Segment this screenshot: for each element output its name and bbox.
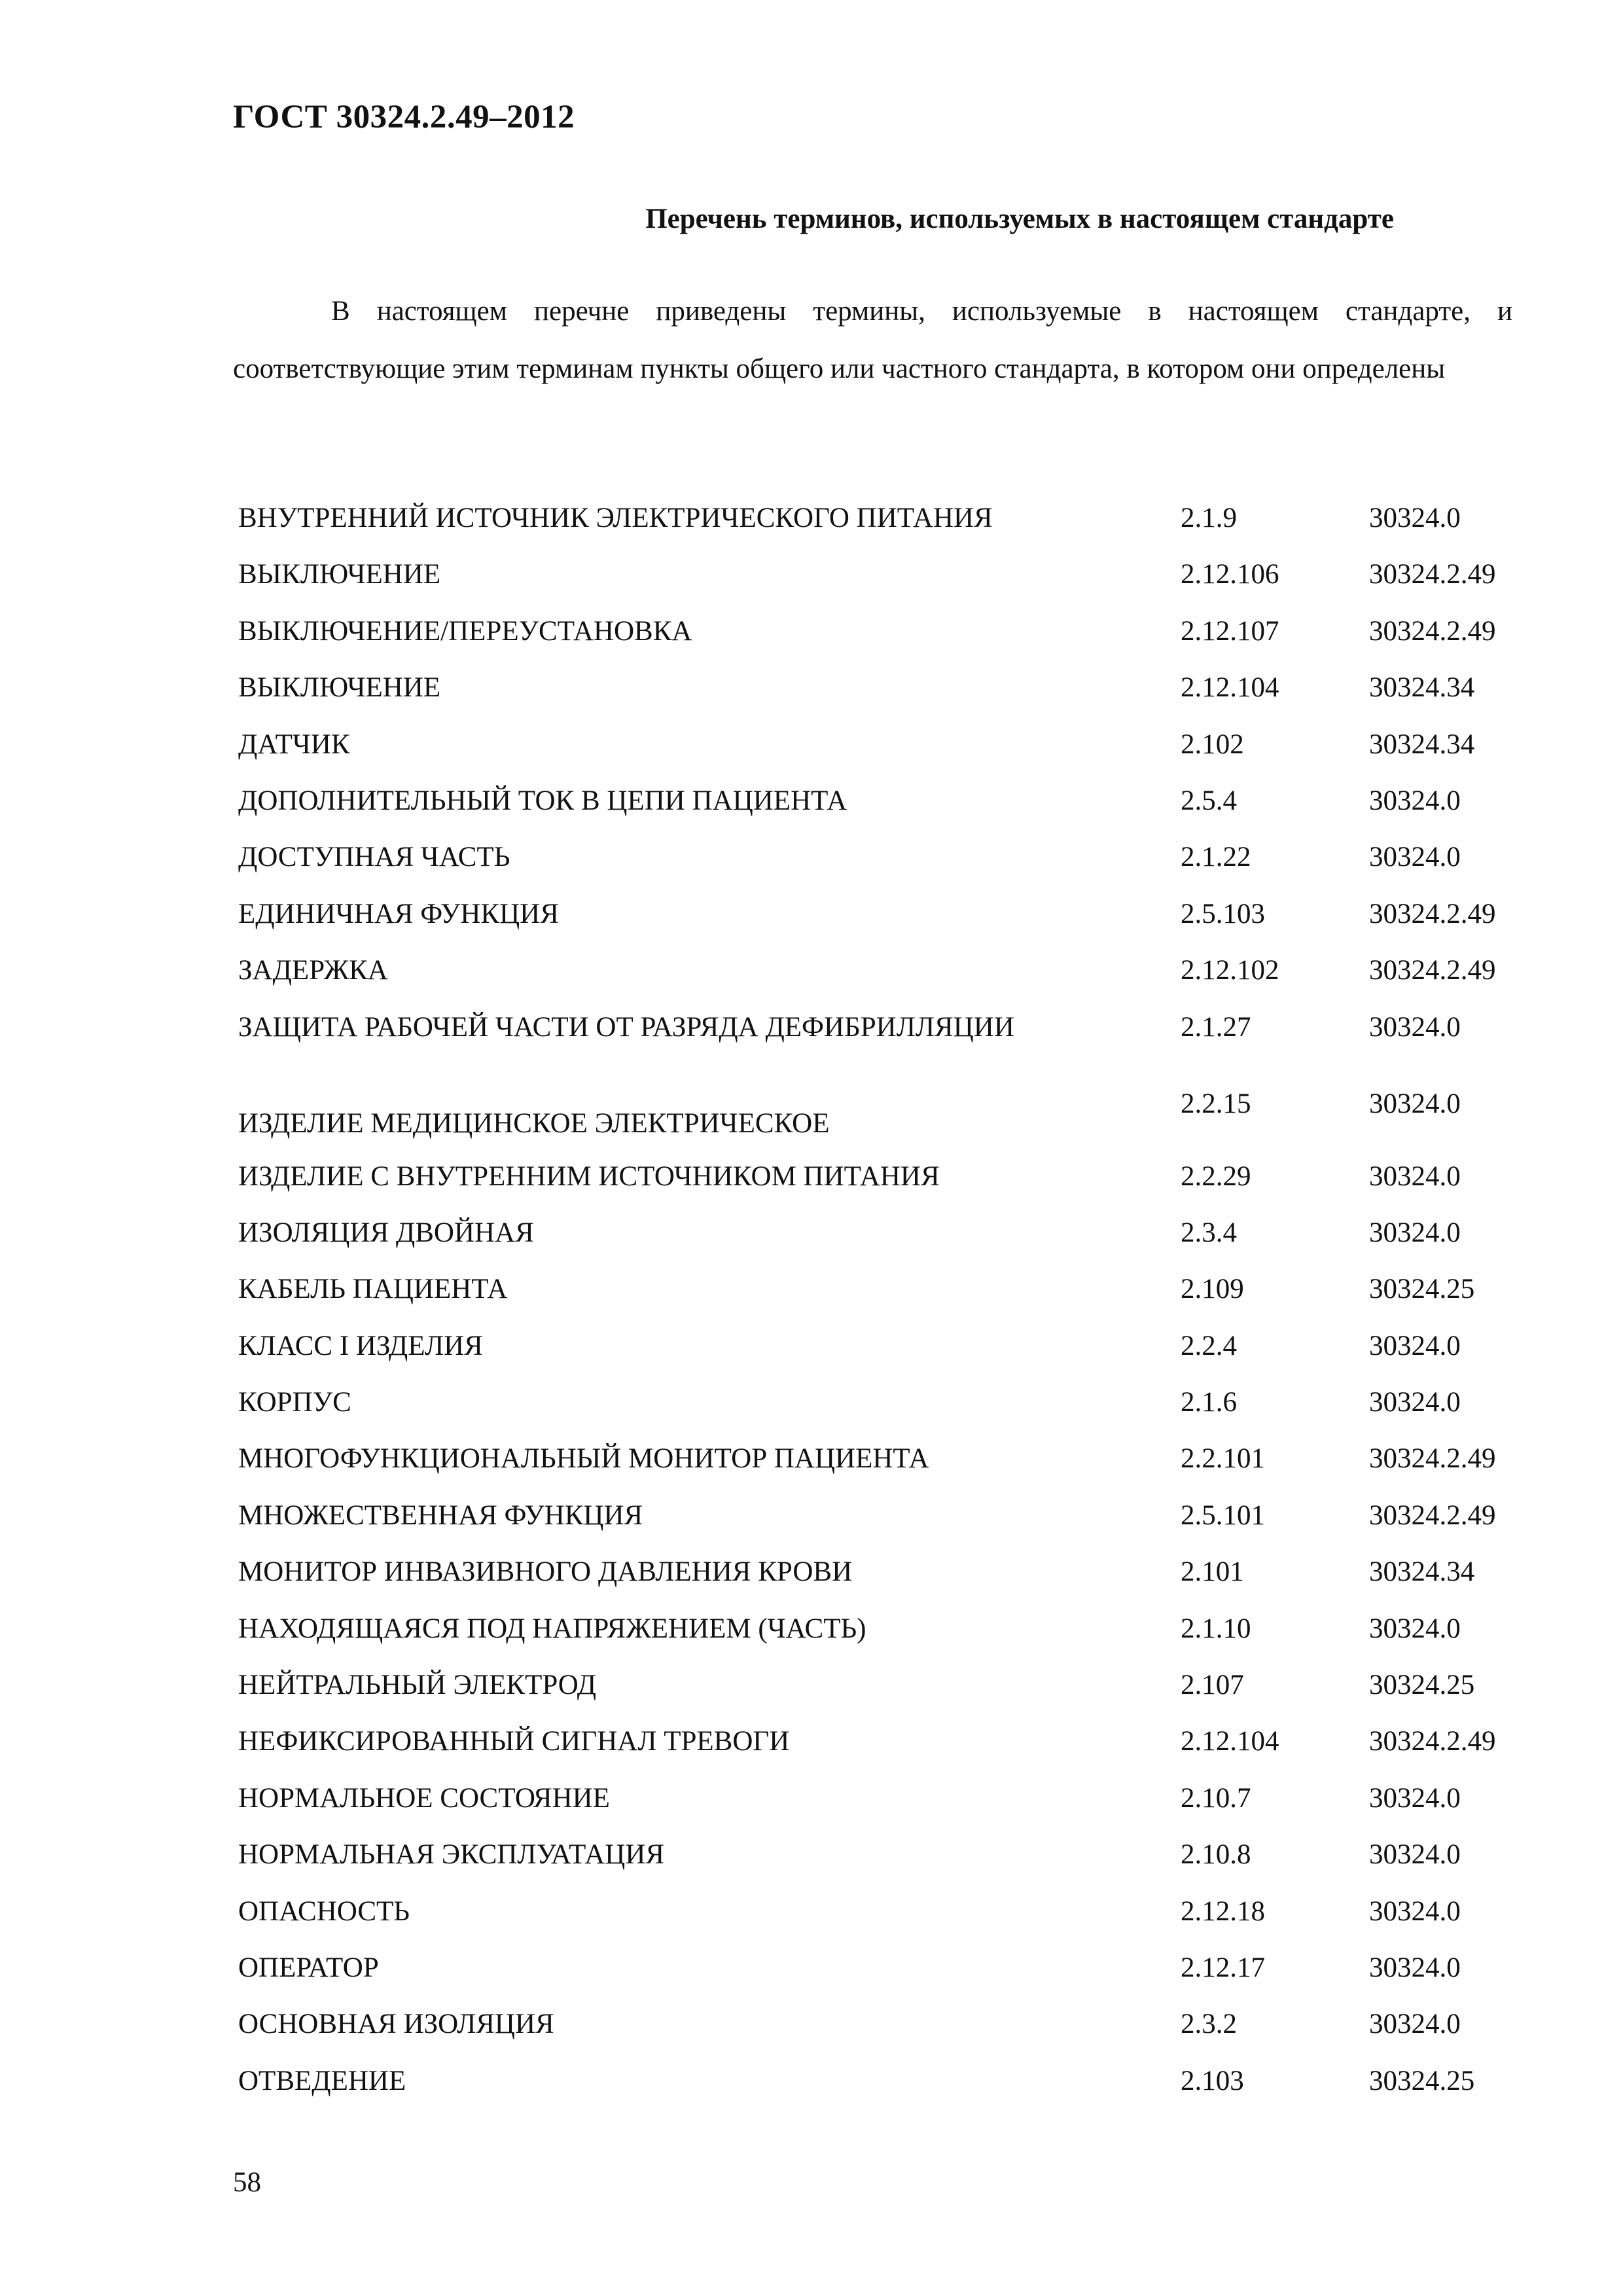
term-clause: 2.10.8 xyxy=(1181,1839,1251,1871)
term-name: МНОГОФУНКЦИОНАЛЬНЫЙ МОНИТОР ПАЦИЕНТА xyxy=(238,1443,929,1475)
intro-paragraph: В настоящем перечне приведены термины, используемые в настоящем стандарте, и соответствующие этим терминам пункты общего или частного стандарта, в котором они определены xyxy=(233,296,1512,384)
term-clause: 2.2.101 xyxy=(1181,1443,1265,1475)
term-standard: 30324.0 xyxy=(1369,2009,1461,2040)
term-standard: 30324.25 xyxy=(1369,2065,1475,2096)
term-row xyxy=(238,1074,1521,1147)
term-standard: 30324.0 xyxy=(1369,1217,1461,1248)
term-standard: 30324.0 xyxy=(1369,1613,1461,1644)
term-standard: 30324.2.49 xyxy=(1369,898,1496,929)
term-row xyxy=(238,1486,1521,1542)
term-name: ИЗДЕЛИЕ С ВНУТРЕННИМ ИСТОЧНИКОМ ПИТАНИЯ xyxy=(238,1160,940,1192)
term-row xyxy=(238,1372,1521,1429)
term-clause: 2.2.29 xyxy=(1181,1160,1251,1192)
term-standard: 30324.0 xyxy=(1369,1839,1461,1871)
term-name: ОТВЕДЕНИЕ xyxy=(238,2065,406,2096)
term-name: НЕФИКСИРОВАННЫЙ СИГНАЛ ТРЕВОГИ xyxy=(238,1726,790,1757)
term-clause: 2.12.107 xyxy=(1181,615,1279,647)
term-row xyxy=(238,488,1521,545)
term-clause: 2.2.15 xyxy=(1181,1088,1251,1119)
term-standard: 30324.0 xyxy=(1369,1952,1461,1983)
term-clause: 2.3.4 xyxy=(1181,1217,1237,1248)
term-standard: 30324.34 xyxy=(1369,672,1475,704)
term-clause: 2.12.18 xyxy=(1181,1895,1265,1927)
terms-table xyxy=(238,488,1521,2108)
term-clause: 2.2.4 xyxy=(1181,1330,1237,1361)
term-row xyxy=(238,941,1521,997)
term-row xyxy=(238,1259,1521,1316)
term-clause: 2.12.17 xyxy=(1181,1952,1265,1983)
term-standard: 30324.0 xyxy=(1369,1895,1461,1927)
page-number: 58 xyxy=(233,2167,261,2198)
term-clause: 2.12.104 xyxy=(1181,672,1279,704)
term-row xyxy=(238,1599,1521,1655)
standard-title: ГОСТ 30324.2.49–2012 xyxy=(233,99,575,135)
term-standard: 30324.0 xyxy=(1369,1088,1461,1119)
term-name: КОРПУС xyxy=(238,1387,351,1418)
term-standard: 30324.25 xyxy=(1369,1274,1475,1305)
term-row xyxy=(238,771,1521,827)
term-name: НОРМАЛЬНАЯ ЭКСПЛУАТАЦИЯ xyxy=(238,1839,665,1871)
term-standard: 30324.2.49 xyxy=(1369,559,1496,590)
term-standard: 30324.2.49 xyxy=(1369,1443,1496,1475)
term-row xyxy=(238,1203,1521,1259)
term-standard: 30324.0 xyxy=(1369,1387,1461,1418)
term-standard: 30324.0 xyxy=(1369,503,1461,533)
term-name: ИЗДЕЛИЕ МЕДИЦИНСКОЕ ЭЛЕКТРИЧЕСКОЕ xyxy=(238,1107,830,1139)
term-row xyxy=(238,1825,1521,1881)
term-row xyxy=(238,545,1521,601)
term-row xyxy=(238,1882,1521,1938)
term-clause: 2.103 xyxy=(1181,2065,1244,2096)
term-clause: 2.1.10 xyxy=(1181,1613,1251,1644)
term-clause: 2.101 xyxy=(1181,1556,1244,1588)
term-name: ИЗОЛЯЦИЯ ДВОЙНАЯ xyxy=(238,1217,534,1248)
term-clause: 2.1.6 xyxy=(1181,1387,1237,1418)
term-name: ДАТЧИК xyxy=(238,728,350,760)
term-clause: 2.1.22 xyxy=(1181,842,1251,873)
term-clause: 2.109 xyxy=(1181,1274,1244,1305)
term-clause: 2.102 xyxy=(1181,728,1244,760)
term-row xyxy=(238,601,1521,658)
term-name: МОНИТОР ИНВАЗИВНОГО ДАВЛЕНИЯ КРОВИ xyxy=(238,1556,853,1588)
term-standard: 30324.25 xyxy=(1369,1670,1475,1701)
term-clause: 2.10.7 xyxy=(1181,1782,1251,1814)
term-row xyxy=(238,997,1521,1074)
term-row xyxy=(238,1316,1521,1372)
term-name: ДОПОЛНИТЕЛЬНЫЙ ТОК В ЦЕПИ ПАЦИЕНТА xyxy=(238,785,847,816)
term-row xyxy=(238,1712,1521,1768)
term-row xyxy=(238,715,1521,771)
term-standard: 30324.0 xyxy=(1369,1782,1461,1814)
term-standard: 30324.2.49 xyxy=(1369,1726,1496,1757)
term-clause: 2.107 xyxy=(1181,1670,1244,1701)
term-standard: 30324.0 xyxy=(1369,785,1461,816)
term-standard: 30324.2.49 xyxy=(1369,1499,1496,1531)
term-standard: 30324.0 xyxy=(1369,842,1461,873)
term-name: НЕЙТРАЛЬНЫЙ ЭЛЕКТРОД xyxy=(238,1670,597,1701)
term-clause: 2.12.102 xyxy=(1181,955,1279,986)
term-row xyxy=(238,1655,1521,1712)
term-row xyxy=(238,658,1521,714)
term-standard: 30324.34 xyxy=(1369,1556,1475,1588)
term-clause: 2.5.101 xyxy=(1181,1499,1265,1531)
term-standard: 30324.0 xyxy=(1369,1330,1461,1361)
term-name: ОПЕРАТОР xyxy=(238,1952,379,1983)
term-name: ДОСТУПНАЯ ЧАСТЬ xyxy=(238,842,510,873)
term-row xyxy=(238,827,1521,884)
term-name: ВЫКЛЮЧЕНИЕ/ПЕРЕУСТАНОВКА xyxy=(238,615,692,647)
term-clause: 2.12.104 xyxy=(1181,1726,1279,1757)
term-name: ВЫКЛЮЧЕНИЕ xyxy=(238,559,441,590)
term-standard: 30324.2.49 xyxy=(1369,615,1496,647)
term-name: НОРМАЛЬНОЕ СОСТОЯНИЕ xyxy=(238,1782,610,1814)
term-row xyxy=(238,1938,1521,1994)
term-name: ЕДИНИЧНАЯ ФУНКЦИЯ xyxy=(238,898,559,929)
term-name: ЗАДЕРЖКА xyxy=(238,955,388,986)
term-clause: 2.5.103 xyxy=(1181,898,1265,929)
term-name: ВНУТРЕННИЙ ИСТОЧНИК ЭЛЕКТРИЧЕСКОГО ПИТАНИЯ xyxy=(238,503,993,533)
term-name: КАБЕЛЬ ПАЦИЕНТА xyxy=(238,1274,508,1305)
term-name: ЗАЩИТА РАБОЧЕЙ ЧАСТИ ОТ РАЗРЯДА ДЕФИБРИЛЛЯЦИИ xyxy=(238,1011,1014,1043)
term-name: КЛАСС I ИЗДЕЛИЯ xyxy=(238,1330,483,1361)
term-clause: 2.1.27 xyxy=(1181,1011,1251,1043)
term-standard: 30324.2.49 xyxy=(1369,955,1496,986)
term-standard: 30324.34 xyxy=(1369,728,1475,760)
term-name: ОСНОВНАЯ ИЗОЛЯЦИЯ xyxy=(238,2009,554,2040)
term-row xyxy=(238,884,1521,941)
term-clause: 2.3.2 xyxy=(1181,2009,1237,2040)
term-row xyxy=(238,1542,1521,1598)
term-clause: 2.5.4 xyxy=(1181,785,1237,816)
term-row xyxy=(238,2051,1521,2108)
term-standard: 30324.0 xyxy=(1369,1011,1461,1043)
section-heading: Перечень терминов, используемых в настоящем стандарте xyxy=(645,204,1394,234)
term-name: МНОЖЕСТВЕННАЯ ФУНКЦИЯ xyxy=(238,1499,643,1531)
term-name: НАХОДЯЩАЯСЯ ПОД НАПРЯЖЕНИЕМ (ЧАСТЬ) xyxy=(238,1613,866,1644)
term-standard: 30324.0 xyxy=(1369,1160,1461,1192)
term-clause: 2.12.106 xyxy=(1181,559,1279,590)
term-row xyxy=(238,1994,1521,2051)
term-row xyxy=(238,1768,1521,1825)
term-name: ОПАСНОСТЬ xyxy=(238,1895,410,1927)
term-clause: 2.1.9 xyxy=(1181,503,1237,533)
term-row xyxy=(238,1429,1521,1485)
term-name: ВЫКЛЮЧЕНИЕ xyxy=(238,672,441,704)
term-row xyxy=(238,1147,1521,1203)
